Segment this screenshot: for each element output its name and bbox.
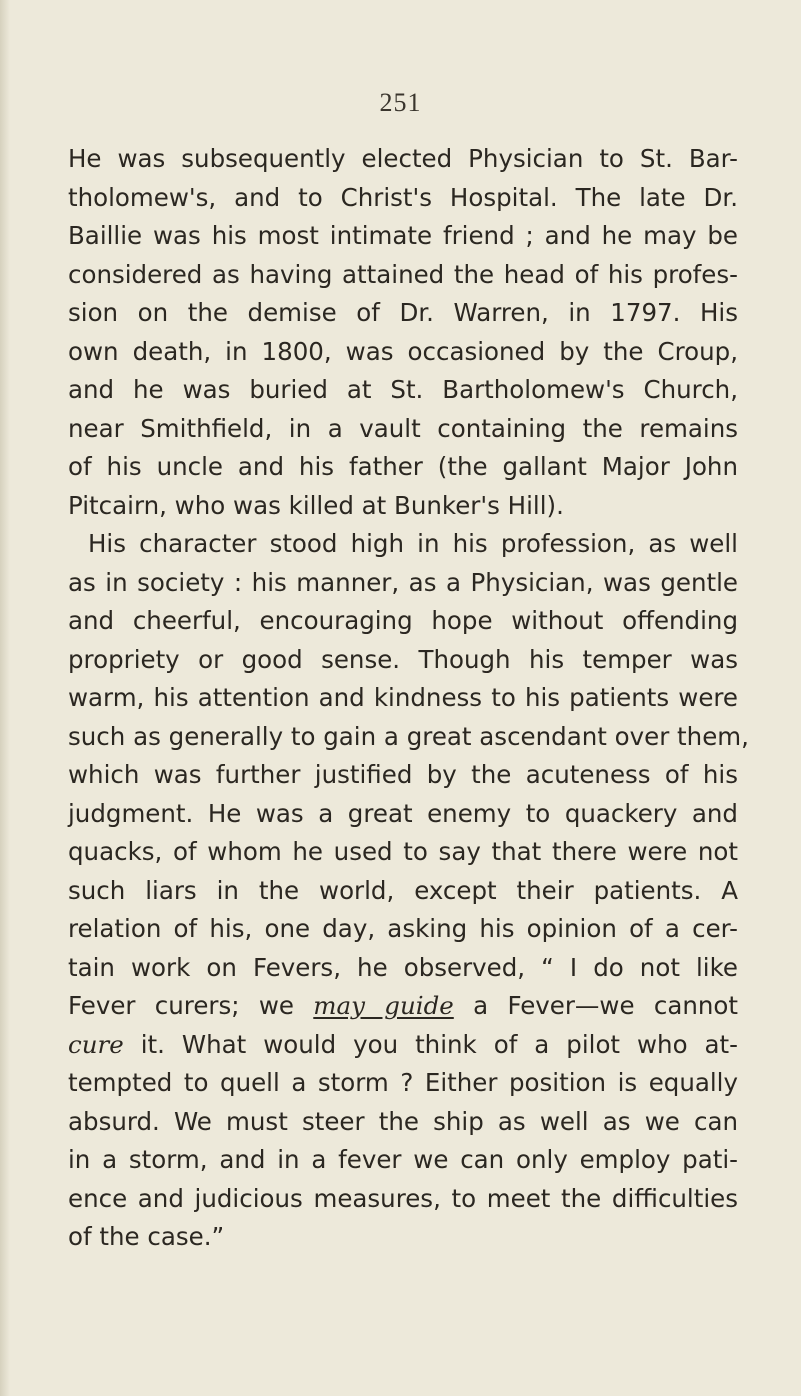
text-line: ence and judicious measures, to meet the difficulties xyxy=(68,1183,738,1213)
text-line: of the case.” xyxy=(68,1222,225,1251)
text-line: in a storm, and in a fever we can only employ pati- xyxy=(68,1145,738,1174)
text-line xyxy=(68,987,738,1026)
text-line: He was subsequently elected Physician to St. Bar- xyxy=(68,144,738,173)
text-line: such liars in the world, except their patients. A xyxy=(68,875,738,905)
text-line: near Smithfield, in a vault containing the remains xyxy=(68,413,738,443)
paragraph-start-line: His character stood high in his profession, as well xyxy=(88,529,738,558)
text-line: warm, his attention and kindness to his patients were xyxy=(68,683,738,712)
text-segment: Fever curers; we xyxy=(68,991,314,1020)
text-line: tholomew's, and to Christ's Hospital. The late Dr. xyxy=(68,182,738,212)
text-line: Pitcairn, who was killed at Bunker's Hill). xyxy=(68,490,564,520)
text-line: relation of his, one day, asking his opinion of a cer- xyxy=(68,914,738,943)
text-line: tain work on Fevers, he observed, “ I do not like xyxy=(68,952,738,982)
text-line: and cheerful, encouraging hope without offending xyxy=(68,606,738,635)
text-segment: it. What would you think of a pilot who at- xyxy=(123,1029,738,1059)
page-number: 251 xyxy=(379,88,422,117)
text-line: Baillie was his most intimate friend ; and he may be xyxy=(68,221,738,250)
text-line: own death, in 1800, was occasioned by the Croup, xyxy=(68,336,738,366)
text-line: as in society : his manner, as a Physician, was gentle xyxy=(68,567,738,597)
text-line xyxy=(68,1026,738,1065)
text-line: considered as having attained the head of his profes- xyxy=(68,259,738,289)
text-line: of his uncle and his father (the gallant Major John xyxy=(68,452,738,481)
text-line: absurd. We must steer the ship as well as we can xyxy=(68,1106,738,1136)
text-line: tempted to quell a storm ? Either position is equally xyxy=(68,1068,738,1097)
text-line: propriety or good sense. Though his temper was xyxy=(68,644,738,674)
body-text xyxy=(68,140,749,1257)
italic-emphasis: may guide xyxy=(313,991,454,1020)
text-line: which was further justified by the acuteness of his xyxy=(68,760,738,789)
text-line: judgment. He was a great enemy to quackery and xyxy=(68,798,738,828)
text-line: quacks, of whom he used to say that there were not xyxy=(68,837,738,866)
text-line: and he was buried at St. Bartholomew's Church, xyxy=(68,375,738,404)
text-line: sion on the demise of Dr. Warren, in 1797. His xyxy=(68,298,738,327)
italic-emphasis: cure xyxy=(68,1029,124,1059)
page-gutter-shadow xyxy=(0,0,10,1396)
text-segment: a Fever—we cannot xyxy=(453,991,739,1020)
text-line: such as generally to gain a great ascendant over them, xyxy=(68,721,749,751)
